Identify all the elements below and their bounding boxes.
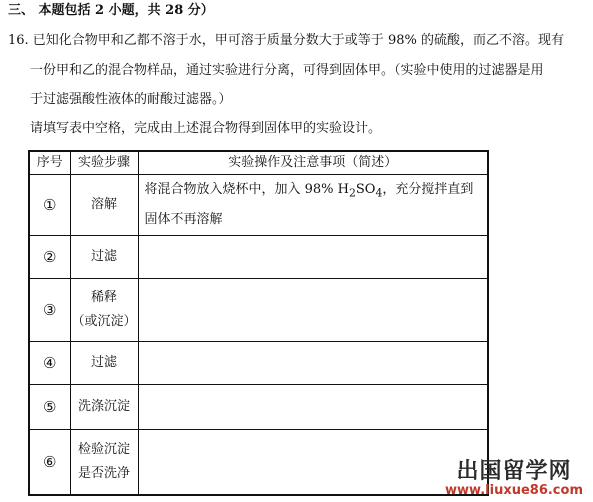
row-index: ① bbox=[29, 175, 70, 236]
row-step: 溶解 bbox=[70, 175, 138, 236]
header-index: 序号 bbox=[29, 151, 70, 175]
operation-text-so: SO bbox=[355, 182, 376, 197]
subscript-2: 2 bbox=[349, 186, 356, 200]
table-row bbox=[29, 235, 488, 278]
operation-text-end: ，充分搅拌直到 bbox=[382, 182, 474, 197]
header-step: 实验步骤 bbox=[70, 151, 138, 175]
row-operation[interactable] bbox=[138, 175, 488, 236]
section-heading: 三、 本题包括 2 小题，共 28 分） bbox=[8, 3, 214, 18]
row-step bbox=[70, 429, 138, 495]
question-line-1: 16. 已知化合物甲和乙都不溶于水，甲可溶于质量分数大于或等于 98% 的硫酸，而乙不溶。现有 bbox=[8, 33, 564, 48]
watermark-title: 出国留学网 bbox=[456, 459, 572, 484]
watermark-url: www.liuxue86.com bbox=[445, 483, 583, 498]
operation-text-line2: 固体不再溶解 bbox=[144, 211, 223, 227]
row-step: 过滤 bbox=[70, 341, 138, 384]
instruction-text: 请填写表中空格，完成由上述混合物得到固体甲的实验设计。 bbox=[30, 121, 382, 136]
operation-text: 将混合物放入烧杯中，加入 98% H bbox=[144, 182, 349, 197]
table-row bbox=[29, 429, 488, 495]
subscript-4: 4 bbox=[375, 186, 383, 200]
question-line-3: 于过滤强酸性液体的耐酸过滤器。） bbox=[30, 92, 232, 107]
header-operation: 实验操作及注意事项（简述） bbox=[138, 151, 488, 175]
table-row bbox=[29, 175, 488, 236]
row-step-line2: （或沉淀） bbox=[71, 313, 137, 329]
row-operation-blank[interactable] bbox=[138, 235, 488, 278]
row-step-line1: 检验沉淀 bbox=[77, 441, 130, 457]
row-operation-blank[interactable] bbox=[138, 429, 488, 495]
row-index: ⑥ bbox=[29, 429, 70, 495]
row-step-line2: 是否洗净 bbox=[77, 465, 130, 481]
row-index: ④ bbox=[29, 341, 70, 384]
row-index: ② bbox=[29, 235, 70, 278]
row-operation-blank[interactable] bbox=[138, 278, 488, 341]
row-operation-blank[interactable] bbox=[138, 384, 488, 429]
row-step-line1: 稀释 bbox=[90, 289, 117, 305]
row-index: ③ bbox=[29, 278, 70, 341]
experiment-table bbox=[28, 150, 489, 496]
table-row bbox=[29, 278, 488, 341]
row-step bbox=[70, 278, 138, 341]
row-index: ⑤ bbox=[29, 384, 70, 429]
row-step: 洗涤沉淀 bbox=[70, 384, 138, 429]
table-header-row bbox=[29, 151, 488, 175]
row-operation-blank[interactable] bbox=[138, 341, 488, 384]
question-line-2: 一份甲和乙的混合物样品，通过实验进行分离，可得到固体甲。（实验中使用的过滤器是用 bbox=[30, 63, 544, 78]
table-row bbox=[29, 341, 488, 384]
watermark bbox=[445, 454, 583, 498]
row-step: 过滤 bbox=[70, 235, 138, 278]
table-row bbox=[29, 384, 488, 429]
